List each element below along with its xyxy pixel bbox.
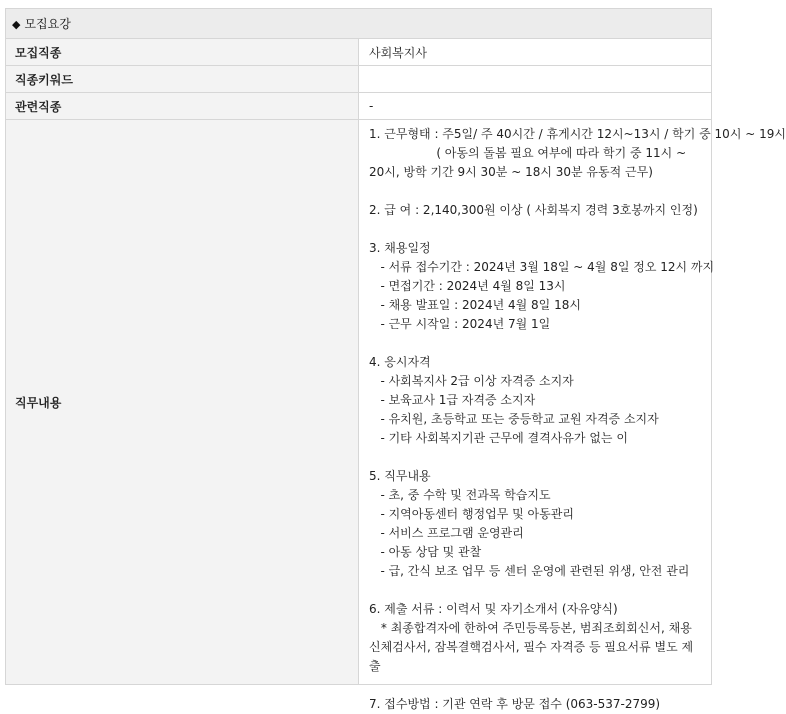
content-line: - 지역아동센터 행정업무 및 아동관리 [369,507,574,521]
recruitment-section [5,8,786,711]
content-line: 2. 급 여 : 2,140,300원 이상 ( 사회복지 경력 3호봉까지 인정) [369,203,698,217]
row-label-related: 관련직종 [6,93,359,120]
content-line: - 면접기간 : 2024년 4월 8일 13시 [369,279,566,293]
section-title: 모집요강 [24,17,71,31]
content-line: - 급, 간식 보조 업무 등 센터 운영에 관련된 위생, 안전 관리 [369,564,690,578]
content-line [369,676,701,695]
content-line [369,581,701,600]
content-line: 3. 채용일정 [369,241,431,255]
content-line: - 근무 시작일 : 2024년 7월 1일 [369,317,551,331]
content-line: * 최종합격자에 한하여 주민등록등본, 범죄조회회신서, 채용신체검사서, 잠복결핵검사서, 필수 자격증 등 필요서류 별도 제출 [369,621,694,673]
table-row [6,39,712,66]
row-value-job-type: 사회복지사 [359,39,712,66]
content-line: - 아동 상담 및 관찰 [369,545,482,559]
content-line: - 서류 접수기간 : 2024년 3월 18일 ~ 4월 8일 정오 12시 까지 [369,260,715,274]
content-line [369,448,701,467]
table-row [6,93,712,120]
section-header [6,9,712,39]
section-header-row [6,9,712,39]
content-line: - 보육교사 1급 자격증 소지자 [369,393,536,407]
content-line: - 채용 발표일 : 2024년 4월 8일 18시 [369,298,581,312]
recruitment-table [5,8,786,711]
content-line [369,182,701,201]
content-line [369,220,701,239]
table-row [6,66,712,93]
job-content-text [369,125,786,711]
content-line: 1. 근무형태 : 주5일/ 주 40시간 / 휴게시간 12시~13시 / 학기 중 10시 ~ 19시 [369,127,786,141]
row-value-keywords [359,66,712,93]
diamond-bullet-icon: ◆ [12,18,21,31]
row-label-job-content: 직무내용 [6,120,359,685]
content-line [369,334,701,353]
row-label-keywords: 직종키워드 [6,66,359,93]
content-line: - 서비스 프로그램 운영관리 [369,526,524,540]
content-line: - 기타 사회복지기관 근무에 결격사유가 없는 이 [369,431,628,445]
table-row-job-content [6,120,712,685]
content-line: 5. 직무내용 [369,469,431,483]
job-content-cell [359,120,786,711]
content-line: - 사회복지사 2급 이상 자격증 소지자 [369,374,574,388]
content-line: 6. 제출 서류 : 이력서 및 자기소개서 (자유양식) [369,602,618,616]
content-line: 7. 접수방법 : 기관 연락 후 방문 접수 (063-537-2799) [369,697,661,711]
content-line: 4. 응시자격 [369,355,431,369]
content-line: - 초, 중 수학 및 전과목 학습지도 [369,488,551,502]
content-line: - 유치원, 초등학교 또는 중등학교 교원 자격증 소지자 [369,412,659,426]
row-value-related: - [359,93,712,120]
row-label-job-type: 모집직종 [6,39,359,66]
content-line: ( 아동의 돌봄 필요 여부에 따라 학기 중 11시 ~ 20시, 방학 기간 9시 30분 ~ 18시 30분 유동적 근무) [369,146,687,179]
